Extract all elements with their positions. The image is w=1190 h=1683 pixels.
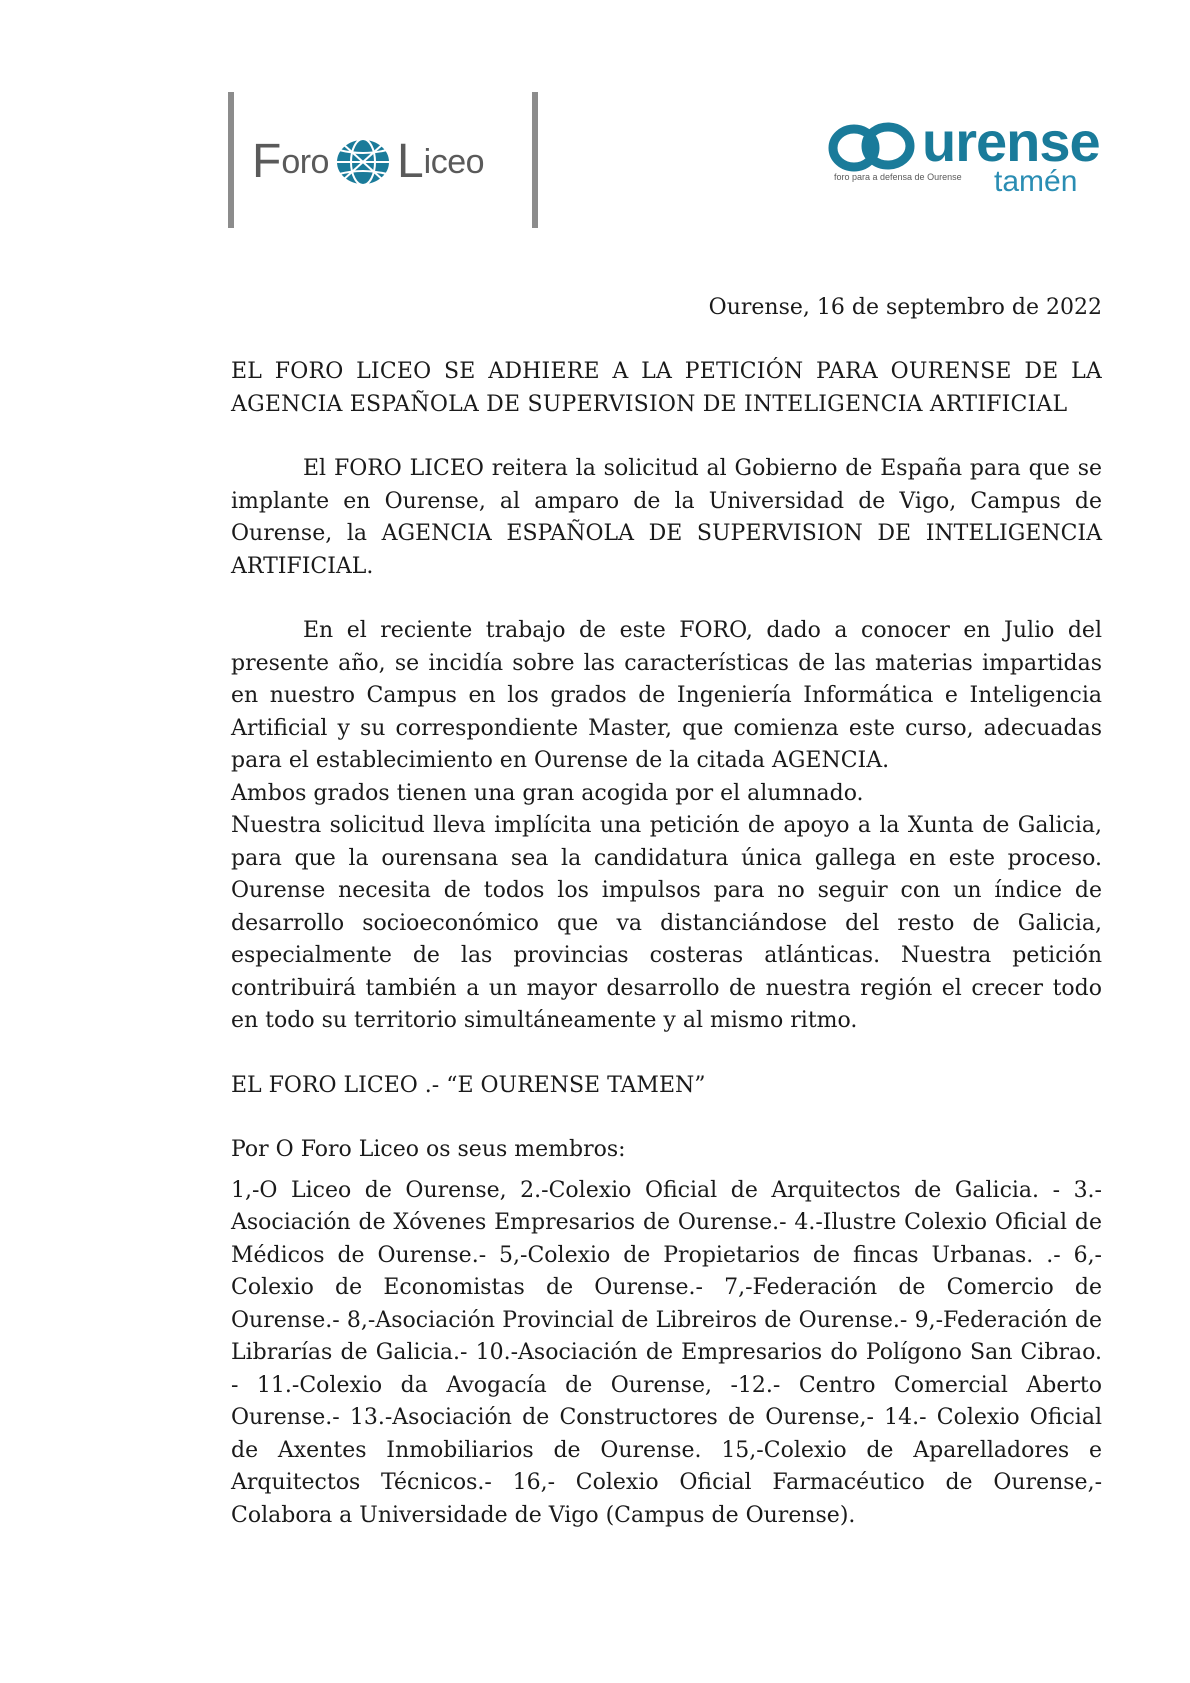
paragraph-xunta: Nuestra solicitud lleva implícita una petición de apoyo a la Xunta de Galicia, para que la ourensana sea la candidatura única gallega en este proceso. Ourense necesita de todos los impulsos para no seguir con un índice de desarrollo socioeconómico que va distanciándose del resto de Galicia, especialmente de las provincias costeras atlánticas. Nuestra petición contribuirá también a un mayor desarrollo de nuestra región el crecer todo en todo su territorio simultáneamente y al mismo ritmo. <box>231 813 1102 1033</box>
members-list: 1,-O Liceo de Ourense, 2.-Colexio Oficial de Arquitectos de Galicia. - 3.-Asociación de Xóvenes Empresarios de Ourense.- 4.-Ilustre Colexio Oficial de Médicos de Ourense.- 5,-Colexio de Propietarios de fincas Urbanas. .- 6,-Colexio de Economistas de Ourense.- 7,-Federación de Comercio de Ourense.- 8,-Asociación Provincial de Libreiros de Ourense.- 9,-Federación de Librarías de Galicia.- 10.-Asociación de Empresarios do Polígono San Cibrao. - 11.-Colexio da Avogacía de Ourense, -12.- Centro Comercial Aberto Ourense.- 13.-Asociación de Constructores de Ourense,- 14.- Colexio Oficial de Axentes Inmobiliarios de Ourense. 15,-Colexio de Aparelladores e Arquitectos Técnicos.- 16,- Colexio Oficial Farmacéutico de Ourense,- Colabora a Universidade de Vigo (Campus de Ourense). <box>231 1177 1102 1528</box>
logo-divider-right <box>532 92 538 228</box>
members-intro: Por O Foro Liceo os seus membros: <box>231 1137 626 1162</box>
logo-tagline: foro para a defensa de Ourense <box>834 172 962 182</box>
document-body <box>231 356 1102 1532</box>
document-date: Ourense, 16 de septembro de 2022 <box>708 295 1102 320</box>
paragraph-degrees: Ambos grados tienen una gran acogida por el alumnado. <box>231 780 864 806</box>
foro-liceo-logo <box>228 92 538 228</box>
tamen-wordmark: tamén <box>994 165 1078 198</box>
logo-divider-left <box>228 92 234 228</box>
document-headline: EL FORO LICEO SE ADHIERE A LA PETICIÓN PARA OURENSE DE LA AGENCIA ESPAÑOLA DE SUPERVISION DE INTELIGENCIA ARTIFICIAL <box>231 359 1102 417</box>
ourense-tamen-logo <box>826 112 1126 202</box>
ourense-wordmark: urense <box>922 110 1100 173</box>
paragraph-request: El FORO LICEO reitera la solicitud al Gobierno de España para que se implante en Ourense, al amparo de la Universidad de Vigo, Campus de Ourense, la AGENCIA ESPAÑOLA DE SUPERVISION DE INTELIGENCIA ARTIFICIAL. <box>231 456 1102 579</box>
chain-link-icon <box>826 122 926 172</box>
foro-liceo-wordmark: F oro L iceo <box>252 135 485 188</box>
paragraph-study: En el reciente trabajo de este FORO, dado a conocer en Julio del presente año, se incidía sobre las características de las materias impartidas en nuestro Campus en los grados de Ingeniería Informática e Inteligencia Artificial y su correspondiente Master, que comienza este curso, adecuadas para el establecimiento en Ourense de la citada AGENCIA. <box>231 618 1102 773</box>
globe-icon <box>333 136 393 188</box>
signature-line: EL FORO LICEO .- “E OURENSE TAMEN” <box>231 1072 706 1098</box>
